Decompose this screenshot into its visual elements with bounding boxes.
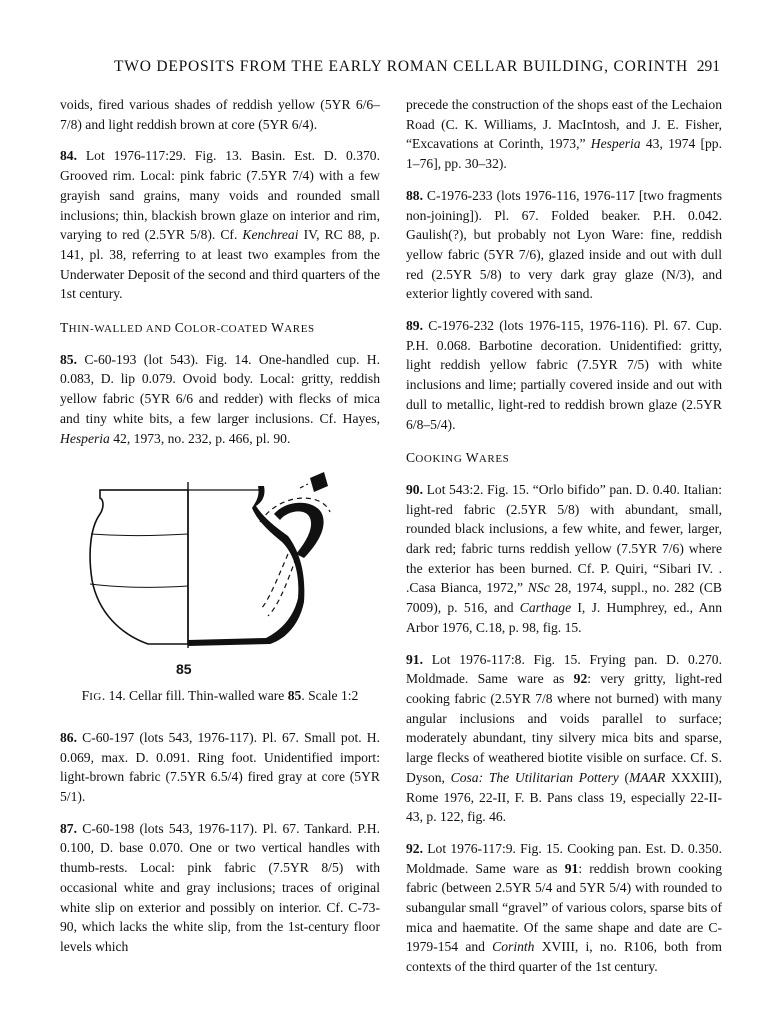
catalogue-entry-84 bbox=[60, 146, 380, 304]
handle-dashed-outline bbox=[260, 554, 288, 610]
page-number: 291 bbox=[696, 58, 720, 75]
catalogue-entry-90: 90. Lot 543:2. Fig. 15. “Orlo bifido” pan. D. 0.40. Italian: light-red fabric (2.5YR 5/8) with abundant, small, rounded black inclusions, a few white, and fewer, larger, dark red; fabric turns reddish yellow (7.5YR 7/6) where the exterior has been burned. Cf. P. Quiri, “Sibari IV. . .Casa Bianca, 1972,” NSc 28, 1974, suppl., no. 282 (CB 7009), p. 516, and Carthage I, J. Humphrey, ed., Ann Arbor 1976, C.18, p. 98, fig. 15. bbox=[406, 481, 722, 635]
catalogue-entry-86 bbox=[60, 728, 380, 807]
cup-profile-drawing bbox=[60, 462, 380, 680]
left-column bbox=[60, 95, 380, 969]
entry-text: C-60-197 (lots 543, 1976-117). Pl. 67. Small pot. H. 0.069, max. D. 0.091. Ring foot. Unidentified import: light-brown fabric (7.5YR 6.5/4) fired gray at core (5YR 5/1). bbox=[60, 729, 380, 805]
entry-number: 92. bbox=[406, 840, 423, 856]
figure-14-cup-drawing bbox=[60, 462, 380, 680]
section-heading-thin-walled: THIN-WALLED AND COLOR-COATED WARES bbox=[60, 320, 315, 336]
entry-number: 87. bbox=[60, 820, 77, 836]
entry-text: C-1976-232 (lots 1976-115, 1976-116). Pl. 67. Cup. P.H. 0.068. Barbotine decoration. Unidentified: gritty, light reddish yellow fabric (7.5YR 7/5) with white inclusions and lime; partially covered inside and out with dull to metallic, light-red to reddish brown glaze (2.5YR 6/8–5/4). bbox=[406, 318, 722, 432]
running-title: TWO DEPOSITS FROM THE EARLY ROMAN CELLAR BUILDING, CORINTH bbox=[114, 58, 688, 75]
section-heading-cooking-wares: COOKING WARES bbox=[406, 450, 510, 466]
entry-number: 90. bbox=[406, 481, 423, 497]
right-column bbox=[406, 95, 722, 989]
figure-caption: FIG. 14. Cellar fill. Thin-walled ware 85. Scale 1:2 bbox=[81, 688, 359, 704]
entry-text: C-1976-233 (lots 1976-116, 1976-117 [two fragments non-joining]). Pl. 67. Folded beaker. P.H. 0.042. Gaulish(?), but probably not Lyon Ware: fine, reddish yellow fabric (5YR 7/6), glazed inside and out with dull red (2.5YR 5/8) to very dark gray glaze (N/3), and exterior lightly covered with sand. bbox=[406, 187, 722, 302]
catalogue-entry-91: 91. Lot 1976-117:8. Fig. 15. Frying pan. D. 0.270. Moldmade. Same ware as 92: very gritty, light-red cooking fabric (2.5YR 7/8 where not burned) with many angular inclusions and voids parallel to surface; moderately abundant, tiny silvery mica bits and sparse, large flecks of weathered biotite visible on surface. Cf. S. Dyson, Cosa: The Utilitarian Pottery (MAAR XXXIII), Rome 1976, 22-II, F. B. Pans class 19, especially 22-II-43, p. 122, fig. 46. bbox=[406, 651, 722, 825]
entry-number: 88. bbox=[406, 187, 423, 203]
catalogue-entry-88 bbox=[406, 186, 722, 304]
entry-text: Lot 1976-117:29. Fig. 13. Basin. Est. D. 0.370. Grooved rim. Local: pink fabric (7.5YR 7/4) with a few grayish sand grains, many voids and rounded small inclusions; thin, blackish brown glaze on interior and rim, varying to red (2.5YR 5/8). Cf. bbox=[60, 148, 380, 243]
entry-text: C-60-193 (lot 543). Fig. 14. One-handled cup. H. 0.083, D. lip 0.079. Ovoid body. Local: gritty, reddish yellow fabric (5YR 6/6 and redder) with flecks of mica and tiny white bits, a few larger inclusions. Cf. Hayes, bbox=[60, 351, 380, 426]
entry-number: 85. bbox=[60, 351, 77, 367]
entry-italic: Kenchreai bbox=[242, 227, 299, 243]
figure-number-label: 85 bbox=[176, 661, 192, 678]
paragraph-continued: voids, fired various shades of reddish yellow (5YR 6/6–7/8) and light reddish brown at core (5YR 6/4). bbox=[60, 97, 380, 132]
entry-number: 84. bbox=[60, 148, 77, 164]
handle-section bbox=[274, 503, 324, 558]
entry-number: 86. bbox=[60, 729, 77, 745]
paragraph-continued: precede the construction of the shops east of the Lechaion Road (C. K. Williams, J. MacIntosh, and J. E. Fisher, “Excavations at Corinth, 1973,” Hesperia 43, 1974 [pp. 1–76], pp. 30–32). bbox=[406, 97, 723, 172]
catalogue-entry-89 bbox=[406, 316, 722, 434]
entry-text: C-60-198 (lots 543, 1976-117). Pl. 67. Tankard. P.H. 0.100, D. base 0.070. One or two vertical handles with thumb-rests. Local: pink fabric (7.5YR 8/5) with occasional white and gray inclusions; traces of original white slip on exterior and possibly on interior. Cf. C-73-90, which lacks the white slip, from the 1st-century floor levels which bbox=[60, 820, 381, 954]
catalogue-entry-87 bbox=[60, 819, 380, 957]
entry-text: 42, 1973, no. 232, p. 466, pl. 90. bbox=[113, 430, 291, 446]
entry-italic: Hesperia bbox=[60, 430, 110, 446]
entry-number: 89. bbox=[406, 318, 423, 334]
cup-exterior-outline bbox=[90, 490, 188, 644]
entry-text: IV, RC 88, p. 141, pl. 38, referring to at least two examples from the Underwater Deposit of the second and third quarters of the 1st century. bbox=[60, 227, 380, 302]
catalogue-entry-92: 92. Lot 1976-117:9. Fig. 15. Cooking pan. Est. D. 0.350. Moldmade. Same ware as 91: reddish brown cooking fabric (between 2.5YR 5/4 and 5YR 5/4) with rounded to subangular small “gravel” of various colors, sparse bits of mica and haematite. Of the same shape and date are C-1979-154 and Corinth XVIII, i, no. R106, both from contexts of the third quarter of the 1st century. bbox=[406, 840, 722, 975]
handle-section-line bbox=[300, 484, 308, 488]
handle-cross-section bbox=[310, 472, 328, 492]
catalogue-entry-85 bbox=[60, 350, 380, 449]
entry-number: 91. bbox=[406, 651, 423, 667]
running-header bbox=[60, 58, 720, 82]
